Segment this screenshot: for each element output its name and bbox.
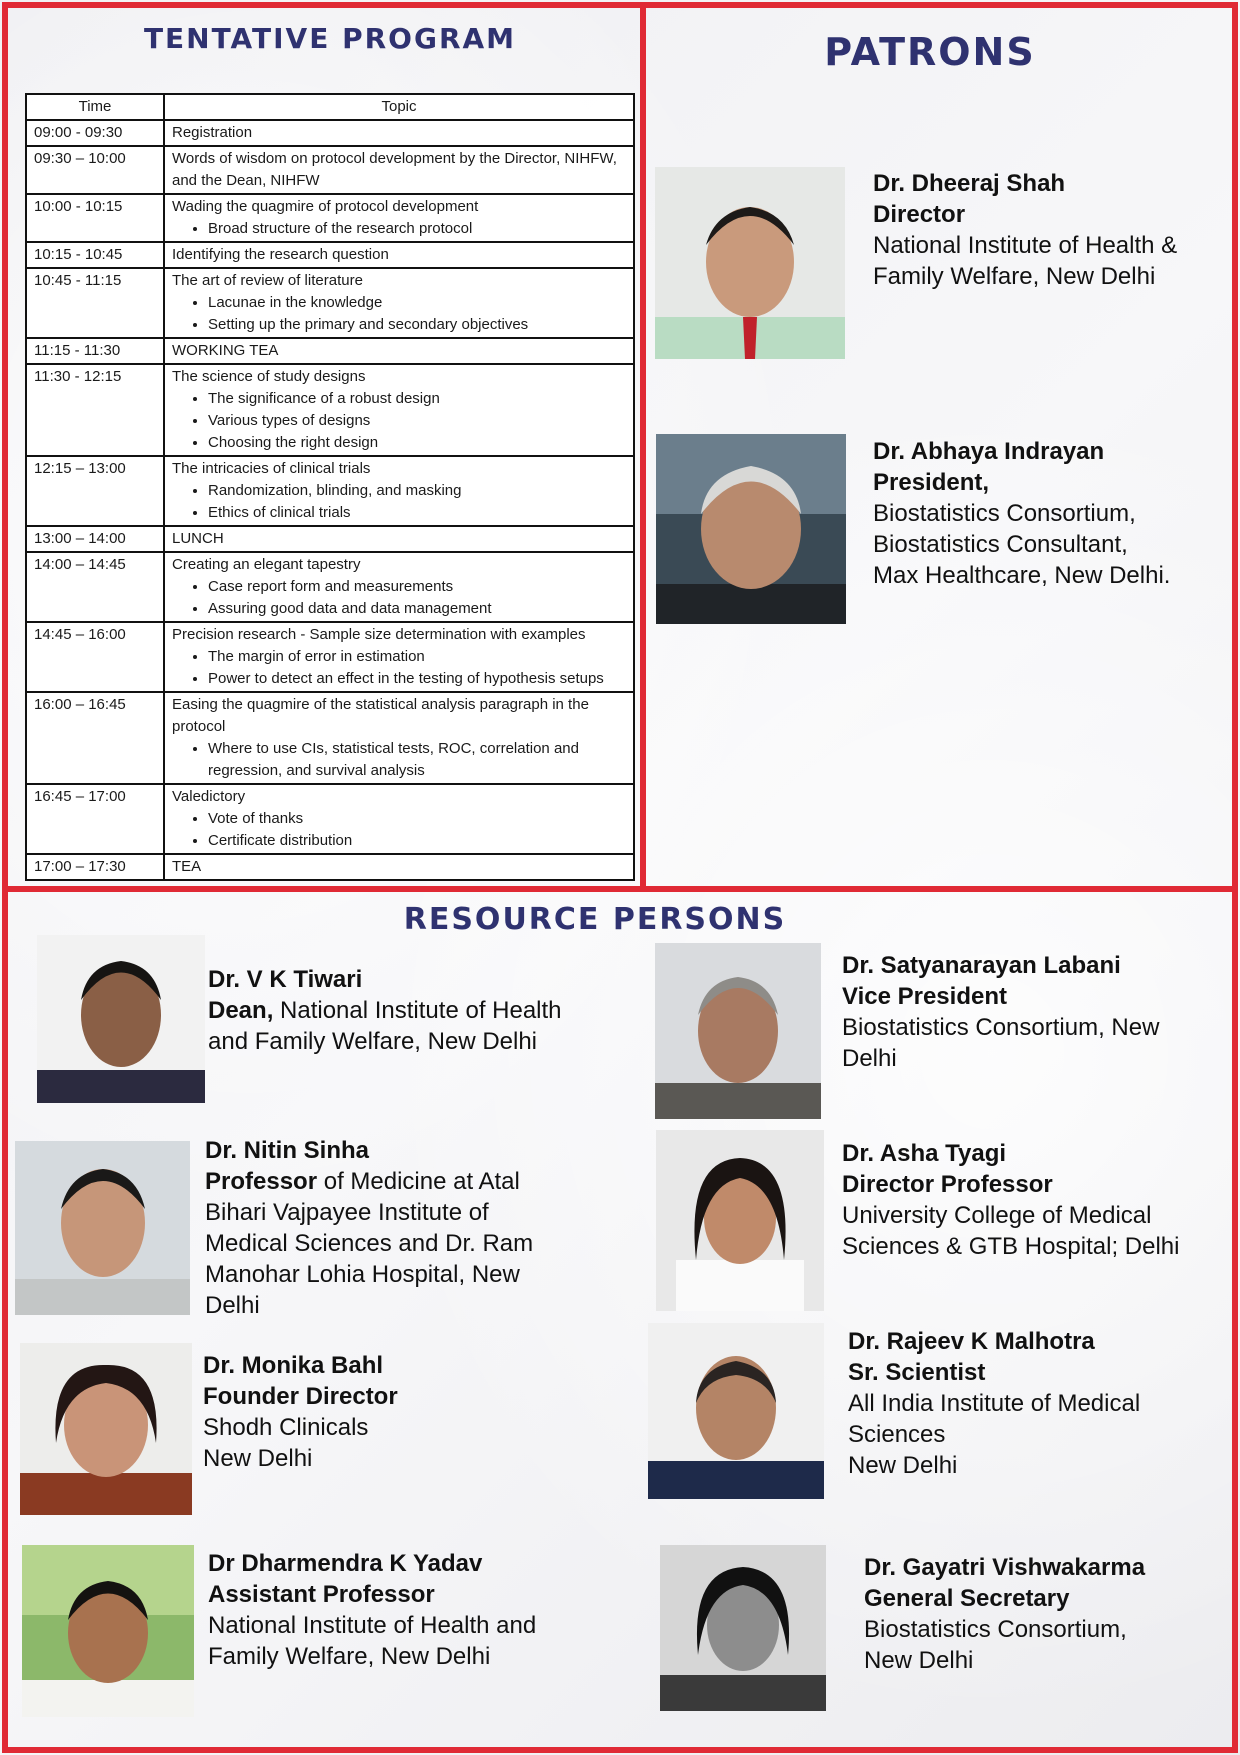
resource-affiliation-line: Biostatistics Consortium,: [864, 1616, 1127, 1643]
program-topic: Creating an elegant tapestry: [172, 556, 361, 573]
resource-name: Dr. V K Tiwari: [208, 966, 363, 993]
patron-photo-indrayan: [656, 434, 846, 624]
program-topic: TEA: [172, 858, 202, 875]
program-row: [26, 120, 634, 146]
program-time: 14:00 – 14:45: [26, 552, 164, 622]
program-row: [26, 338, 634, 364]
program-subtopic: • Certificate distribution: [208, 830, 626, 852]
resource-photo-malhotra: [648, 1323, 824, 1499]
resource-photo-labani: [655, 943, 821, 1119]
program-topic-cell: [164, 784, 634, 854]
program-time: 11:15 - 11:30: [26, 338, 164, 364]
program-heading: TENTATIVE PROGRAM: [143, 22, 517, 55]
program-time: 11:30 - 12:15: [26, 364, 164, 456]
patron-affiliation-line: National Institute of Health &: [873, 232, 1178, 259]
resource-role: Director Professor: [842, 1171, 1053, 1198]
program-subtopic: • Setting up the primary and secondary objectives: [208, 314, 626, 336]
program-topic: WORKING TEA: [172, 342, 279, 359]
program-row: [26, 552, 634, 622]
patron-name: Dr. Abhaya Indrayan: [873, 438, 1105, 465]
program-topic: Precision research - Sample size determination with examples: [172, 626, 586, 643]
resource-affiliation-line: All India Institute of Medical: [848, 1390, 1141, 1417]
program-topic: Easing the quagmire of the statistical analysis paragraph in the protocol: [172, 696, 589, 735]
resource-role: Dean,: [208, 997, 274, 1024]
resource-role-rest: National Institute of Health: [273, 997, 562, 1024]
resource-name: Dr. Monika Bahl: [203, 1352, 384, 1379]
program-topic: Registration: [172, 124, 253, 141]
resource-affiliation-line: Medical Sciences and Dr. Ram: [205, 1230, 534, 1257]
program-topic-cell: [164, 338, 634, 364]
resource-role-rest: of Medicine at Atal: [317, 1168, 520, 1195]
resource-role: Vice President: [842, 983, 1007, 1010]
program-subtopic-list: [172, 388, 626, 454]
program-topic-cell: [164, 854, 634, 880]
program-row: [26, 692, 634, 784]
program-time: 09:00 - 09:30: [26, 120, 164, 146]
program-topic-cell: [164, 268, 634, 338]
program-subtopic: • Choosing the right design: [208, 432, 626, 454]
resource-affiliation-line: Bihari Vajpayee Institute of: [205, 1199, 489, 1226]
resource-affiliation-line: New Delhi: [848, 1452, 958, 1479]
resource-role: Founder Director: [203, 1383, 398, 1410]
resource-photo-tiwari: [37, 935, 205, 1103]
resource-name: Dr. Asha Tyagi: [842, 1140, 1007, 1167]
resource-affiliation-line: Biostatistics Consortium, New: [842, 1014, 1160, 1041]
program-row: [26, 622, 634, 692]
resource-info-labani: [842, 950, 1232, 1074]
program-subtopic: • The significance of a robust design: [208, 388, 626, 410]
program-time: 17:00 – 17:30: [26, 854, 164, 880]
patrons-heading: PATRONS: [824, 30, 1036, 74]
program-subtopic: • Assuring good data and data management: [208, 598, 626, 620]
resource-affiliation-line: Shodh Clinicals: [203, 1414, 369, 1441]
program-subtopic: • Vote of thanks: [208, 808, 626, 830]
program-row: [26, 194, 634, 242]
program-topic: LUNCH: [172, 530, 224, 547]
program-subtopic-list: [172, 646, 626, 690]
program-topic-cell: [164, 364, 634, 456]
program-topic-cell: [164, 120, 634, 146]
program-subtopic: • Ethics of clinical trials: [208, 502, 626, 524]
patron-role: Director: [873, 201, 966, 228]
program-subtopic: • Lacunae in the knowledge: [208, 292, 626, 314]
program-row: [26, 854, 634, 880]
program-topic-cell: [164, 552, 634, 622]
program-time: 10:45 - 11:15: [26, 268, 164, 338]
program-time: 13:00 – 14:00: [26, 526, 164, 552]
program-row: [26, 456, 634, 526]
program-subtopic: • Where to use CIs, statistical tests, ROC, correlation and regression, and survival analysis: [208, 738, 626, 782]
program-topic-cell: [164, 146, 634, 194]
resource-name: Dr. Satyanarayan Labani: [842, 952, 1121, 979]
program-row: [26, 242, 634, 268]
program-row: [26, 146, 634, 194]
program-row: [26, 268, 634, 338]
resource-info-yadav: [208, 1548, 608, 1672]
resource-affiliation-line: Manohar Lohia Hospital, New: [205, 1261, 520, 1288]
patron-name: Dr. Dheeraj Shah: [873, 170, 1066, 197]
program-topic: The science of study designs: [172, 368, 366, 385]
program-row: [26, 784, 634, 854]
resource-photo-vishwakarma: [660, 1545, 826, 1711]
patron-photo-shah: [655, 167, 845, 359]
program-topic-cell: [164, 194, 634, 242]
program-row: [26, 364, 634, 456]
patron-affiliation-line: Max Healthcare, New Delhi.: [873, 562, 1171, 589]
program-topic-cell: [164, 692, 634, 784]
resource-affiliation-line: New Delhi: [203, 1445, 313, 1472]
resource-photo-sinha: [15, 1141, 190, 1315]
program-subtopic-list: [172, 808, 626, 852]
program-topic: Valedictory: [172, 788, 246, 805]
resource-info-sinha: [205, 1135, 585, 1321]
program-topic-cell: [164, 456, 634, 526]
program-time: 16:00 – 16:45: [26, 692, 164, 784]
program-time: 10:00 - 10:15: [26, 194, 164, 242]
resource-name: Dr. Nitin Sinha: [205, 1137, 370, 1164]
program-row: [26, 526, 634, 552]
program-subtopic-list: [172, 738, 626, 782]
program-subtopic: • Randomization, blinding, and masking: [208, 480, 626, 502]
resource-affiliation-line: Delhi: [842, 1045, 897, 1072]
patron-role: President,: [873, 469, 990, 496]
program-time: 10:15 - 10:45: [26, 242, 164, 268]
resource-name: Dr Dharmendra K Yadav: [208, 1550, 483, 1577]
program-topic: Identifying the research question: [172, 246, 389, 263]
resource-affiliation-line: University College of Medical: [842, 1202, 1152, 1229]
resource-name: Dr. Gayatri Vishwakarma: [864, 1554, 1146, 1581]
resource-role: General Secretary: [864, 1585, 1070, 1612]
program-topic: Wading the quagmire of protocol development: [172, 198, 479, 215]
resource-name: Dr. Rajeev K Malhotra: [848, 1328, 1095, 1355]
program-time: 09:30 – 10:00: [26, 146, 164, 194]
patron-affiliation-line: Biostatistics Consultant,: [873, 531, 1128, 558]
program-subtopic-list: [172, 480, 626, 524]
resource-affiliation-line: Family Welfare, New Delhi: [208, 1643, 491, 1670]
program-topic-cell: [164, 622, 634, 692]
program-subtopic-list: [172, 218, 626, 240]
program-subtopic: • Various types of designs: [208, 410, 626, 432]
time-column-header: Time: [26, 94, 164, 120]
resource-affiliation-line: New Delhi: [864, 1647, 974, 1674]
resource-photo-yadav: [22, 1545, 194, 1717]
program-time: 16:45 – 17:00: [26, 784, 164, 854]
patron-affiliation-line: Biostatistics Consortium,: [873, 500, 1136, 527]
resource-info-tyagi: [842, 1138, 1232, 1262]
resource-info-tiwari: [208, 964, 608, 1057]
resource-role: Assistant Professor: [208, 1581, 435, 1608]
resource-photo-tyagi: [656, 1130, 824, 1311]
resource-affiliation-line: and Family Welfare, New Delhi: [208, 1028, 538, 1055]
resource-heading: RESOURCE PERSONS: [403, 902, 787, 937]
resource-info-vishwakarma: [864, 1552, 1234, 1676]
program-subtopic: • The margin of error in estimation: [208, 646, 626, 668]
resource-affiliation-line: National Institute of Health and: [208, 1612, 537, 1639]
resource-affiliation-line: Sciences: [848, 1421, 946, 1448]
program-subtopic-list: [172, 292, 626, 336]
resource-affiliation-line: Delhi: [205, 1292, 260, 1319]
program-subtopic: • Broad structure of the research protocol: [208, 218, 626, 240]
program-topic-cell: [164, 242, 634, 268]
program-time: 12:15 – 13:00: [26, 456, 164, 526]
patron-info-indrayan: [873, 436, 1233, 591]
program-subtopic-list: [172, 576, 626, 620]
program-topic: Words of wisdom on protocol development by the Director, NIHFW, and the Dean, NIHFW: [172, 150, 617, 189]
patron-info-shah: [873, 168, 1233, 292]
topic-column-header: Topic: [164, 94, 634, 120]
program-topic-cell: [164, 526, 634, 552]
resource-photo-bahl: [20, 1343, 192, 1515]
program-subtopic: • Case report form and measurements: [208, 576, 626, 598]
program-time: 14:45 – 16:00: [26, 622, 164, 692]
resource-info-bahl: [203, 1350, 583, 1474]
program-subtopic: • Power to detect an effect in the testing of hypothesis setups: [208, 668, 626, 690]
resource-role: Sr. Scientist: [848, 1359, 986, 1386]
patron-affiliation-line: Family Welfare, New Delhi: [873, 263, 1156, 290]
resource-affiliation-line: Sciences & GTB Hospital; Delhi: [842, 1233, 1180, 1260]
program-topic: The art of review of literature: [172, 272, 363, 289]
program-table: [25, 93, 635, 881]
resource-info-malhotra: [848, 1326, 1228, 1481]
program-topic: The intricacies of clinical trials: [172, 460, 371, 477]
resource-role: Professor: [205, 1168, 318, 1195]
